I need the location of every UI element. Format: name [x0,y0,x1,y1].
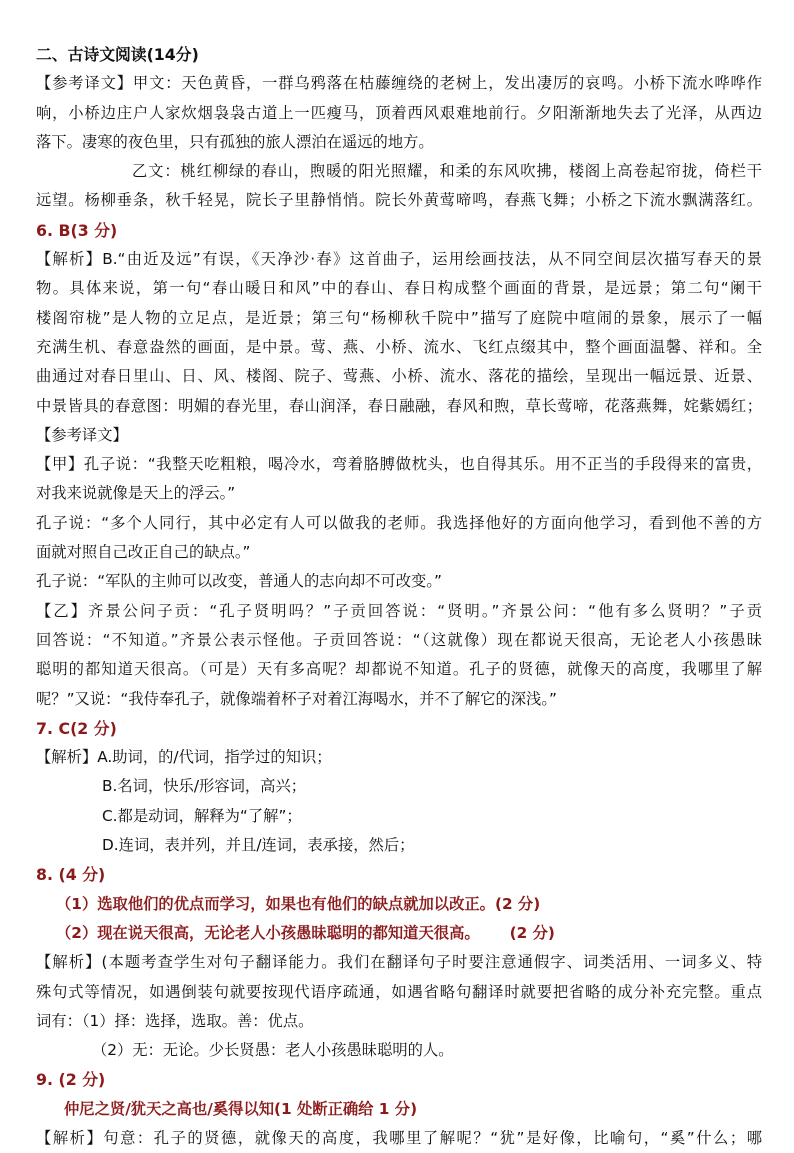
q6-analysis-line-2: 物。具体来说，第一句“春山暖日和风”中的春山、春日构成整个画面的背景，是远景；第二句“阑干 [36,279,762,298]
q8-analysis-line-4: （2）无：无论。少长贤愚：老人小孩愚昧聪明的人。 [92,1041,454,1060]
q6-title: 6. B(3 分) [36,220,118,240]
q7-line-b: B.名词，快乐/形容词，高兴； [102,777,307,796]
translation1-line-2: 响，小桥边庄户人家炊烟袅袅古道上一匹瘦马，顶着西风艰难地前行。夕阳渐渐地失去了光泽，从西边 [36,103,762,122]
translation2-line-5: 孔子说：“军队的主帅可以改变，普通人的志向却不可改变。” [36,572,442,591]
translation1-line-5: 远望。杨柳垂条，秋千轻晃，院长子里静悄悄。院长外黄莺啼鸣，春燕飞舞；小桥之下流水飘满落红。 [36,191,762,210]
translation2-line-4: 面就对照自己改正自己的缺点。” [36,543,251,562]
q8-answer-2 [36,919,762,948]
q8-answer-1: （1）选取他们的优点而学习，如果也有他们的缺点就加以改正。(2 分) [56,894,541,913]
translation1-line-1: 【参考译文】甲文：天色黄昏，一群乌鸦落在枯藤缠绕的老树上，发出凄厉的哀鸣。小桥下流水哗哗作 [36,74,762,93]
q9-title: 9. (2 分) [36,1070,106,1090]
q7-title: 7. C(2 分) [36,718,117,738]
document-page [36,40,762,1153]
q6-analysis-line-1: 【解析】B.“由近及远”有误，《天净沙·春》这首曲子，运用绘画技法，从不同空间层次描写春天的景 [36,250,762,269]
q8-answer-2-text: （2）现在说天很高，无论老人小孩愚昧聪明的都知道天很高。 [56,923,480,942]
q7-line-a: 【解析】A.助词，的/代词，指学过的知识； [36,748,332,767]
translation2-line-8: 聪明的都知道天很高。（可是）天有多高呢？却都说不知道。孔子的贤德，就像天的高度，我哪里了解 [36,660,762,679]
q9-analysis-line-1: 【解析】句意：孔子的贤德，就像天的高度，我哪里了解呢？“犹”是好像，比喻句，“奚”什么；哪 [36,1128,762,1147]
section-title: 二、古诗文阅读(14分) [36,45,199,64]
q8-title: 8. (4 分) [36,865,106,885]
translation2-label: 【参考译文】 [36,425,128,444]
q7-line-c: C.都是动词，解释为“了解”； [102,806,302,825]
q7-line-d: D.连词，表并列，并且/连词，表承接，然后； [102,836,415,855]
q8-analysis-line-1: 【解析】(本题考查学生对句子翻译能力。我们在翻译句子时要注意通假字、词类活用、一词多义、特 [36,953,762,972]
translation1-line-3: 落下。凄寒的夜色里，只有孤独的旅人漂泊在遥远的地方。 [36,132,434,151]
q6-analysis-line-3: 楼阁帘栊”是人物的立足点，是近景；第三句“杨柳秋千院中”描写了庭院中喧闹的景象，展示了一幅 [36,308,762,327]
translation2-line-3: 孔子说：“多个人同行，其中必定有人可以做我的老师。我选择他好的方面向他学习，看到他不善的方 [36,513,762,532]
translation2-line-1: 【甲】孔子说：“我整天吃粗粮，喝冷水，弯着胳膊做枕头，也自得其乐。用不正当的手段得来的富贵， [36,455,762,474]
translation2-line-9: 呢？”又说：“我侍奉孔子，就像端着杯子对着江海喝水，并不了解它的深浅。” [36,689,557,708]
q8-answer-2-score: (2 分) [509,923,555,942]
q8-analysis-line-2: 殊句式等情况，如遇倒装句就要按现代语序疏通，如遇省略句翻译时就要把省略的成分补充完整。重点 [36,982,762,1001]
q6-analysis-line-6: 中景皆具的春意图：明媚的春光里，春山润泽，春日融融，春风和煦，草长莺啼，花落燕舞，姹紫嫣红； [36,396,762,415]
translation2-line-7: 回答说：“不知道。”齐景公表示怪他。子贡回答说：“（这就像）现在都说天很高，无论老人小孩愚昧 [36,630,762,649]
translation2-line-6: 【乙】齐景公问子贡：“孔子贤明吗？”子贡回答说：“贤明。”齐景公问：“他有多么贤明？”子贡 [36,601,762,620]
translation2-line-2: 对我来说就像是天上的浮云。” [36,484,236,503]
q9-answer: 仲尼之贤/犹天之高也/奚得以知(1 处断正确给 1 分) [64,1099,418,1118]
q6-analysis-line-4: 充满生机、春意盎然的画面，是中景。莺、燕、小桥、流水、飞红点缀其中，整个画面温馨、祥和。全 [36,337,762,356]
translation1-line-4: 乙文：桃红柳绿的春山，煦暖的阳光照耀，和柔的东风吹拂，楼阁上高卷起帘拢，倚栏干 [132,162,762,181]
q8-analysis-line-3: 词有：（1）择：选择，选取。善：优点。 [36,1011,314,1030]
q6-analysis-line-5: 曲通过对春日里山、日、风、楼阁、院子、莺燕、小桥、流水、落花的描绘，呈现出一幅远景、近景、 [36,367,762,386]
